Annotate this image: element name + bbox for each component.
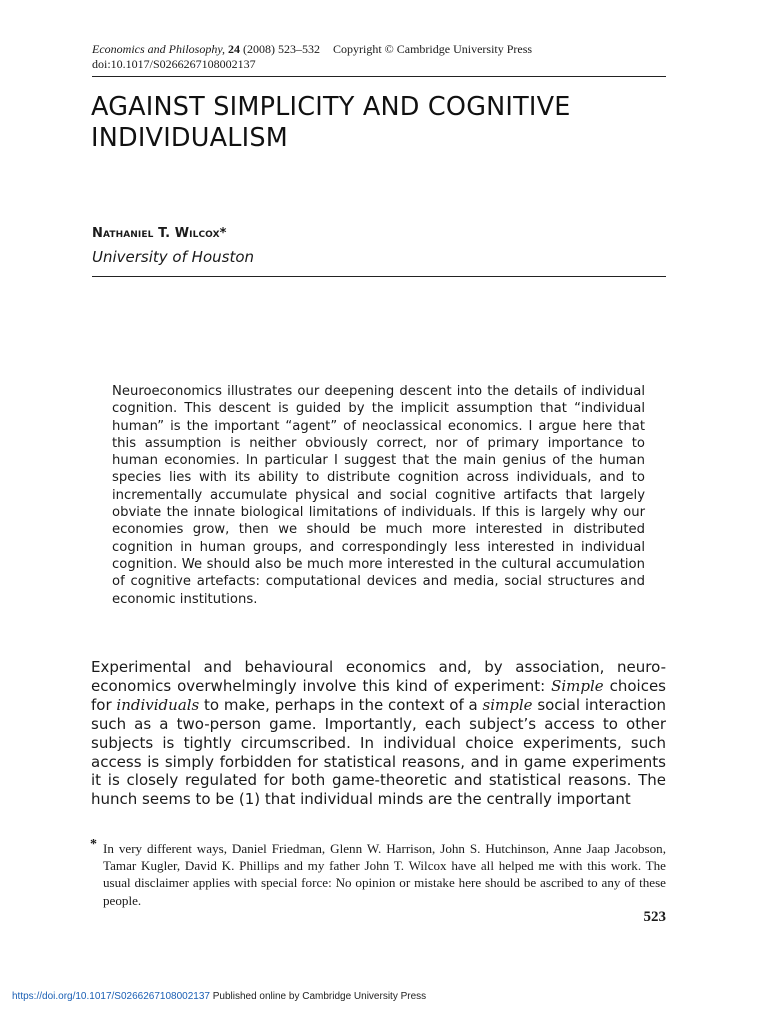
journal-header <box>92 42 532 72</box>
journal-name: Economics and Philosophy, <box>92 42 225 56</box>
article-title <box>91 92 691 154</box>
body-text-segment: to make, perhaps in the context of a <box>199 695 483 714</box>
published-online-line <box>12 991 426 1002</box>
body-paragraph <box>91 658 666 810</box>
body-text-segment: choices for <box>91 676 666 714</box>
published-online-text: Published online by Cambridge University Press <box>209 991 427 1002</box>
author-rule <box>92 276 666 277</box>
journal-issue-pages: (2008) 523–532 <box>242 42 320 56</box>
journal-volume: 24 <box>227 42 240 56</box>
title-line-1: AGAINST SIMPLICITY AND COGNITIVE <box>91 92 571 122</box>
body-emphasis: Simple <box>551 676 604 695</box>
body-text-segment: Experimental and behavioural economics and, by association, neuro-economics overwhelmingly involve this kind of experiment: <box>91 658 666 695</box>
body-emphasis: individuals <box>116 695 200 714</box>
body-text-segment: social interaction such as a two-person game. Importantly, each subject’s access to other subjects is tightly circumscribed. In individual choice experiments, such access is simply forbidden for statistical reasons, and in game experiments it is closely regulated for both game-theoretic and statistical reasons. The hunch seems to be (1) that individual minds are the centrally important <box>91 695 666 809</box>
body-emphasis: simple <box>482 695 533 714</box>
page-number: 523 <box>643 909 666 925</box>
author-name: Nathaniel T. Wilcox* <box>92 226 227 241</box>
doi-link[interactable]: https://doi.org/10.1017/S0266267108002137 <box>12 991 210 1002</box>
footnote-mark: * <box>90 837 97 852</box>
abstract: Neuroeconomics illustrates our deepening descent into the details of individual cognition. This descent is guided by the implicit assumption that “individual human” is the important “agent” of neoclassical economics. I argue here that this assumption is neither obviously correct, nor of primary importance to human economies. In particular I suggest that the main genius of the human species lies with its ability to distribute cognition across individuals, and to incrementally accumulate physical and social cognitive artifacts that largely obviate the innate biological limitations of individuals. If this is largely why our economies grow, then we should be much more interested in distributed cognition in human groups, and correspondingly less interested in individual cognition. We should also be much more interested in the cultural accumulation of cognitive artefacts: computational devices and media, social structures and economic institutions. <box>112 384 645 607</box>
article-doi: doi:10.1017/S0266267108002137 <box>92 57 256 71</box>
author-affiliation: University of Houston <box>92 248 255 266</box>
header-rule <box>92 76 666 77</box>
copyright-notice: Copyright © Cambridge University Press <box>332 42 533 56</box>
footnote-text: In very different ways, Daniel Friedman, Glenn W. Harrison, John S. Hutchinson, Anne Jaap Jacobson, Tamar Kugler, David K. Phillips and my father John T. Wilcox have all helped me with this work. The usual disclaimer applies with special force: No opinion or mistake here should be ascribed to any of these people. <box>103 841 666 908</box>
citation-line <box>92 42 532 57</box>
title-line-2: INDIVIDUALISM <box>91 123 288 153</box>
